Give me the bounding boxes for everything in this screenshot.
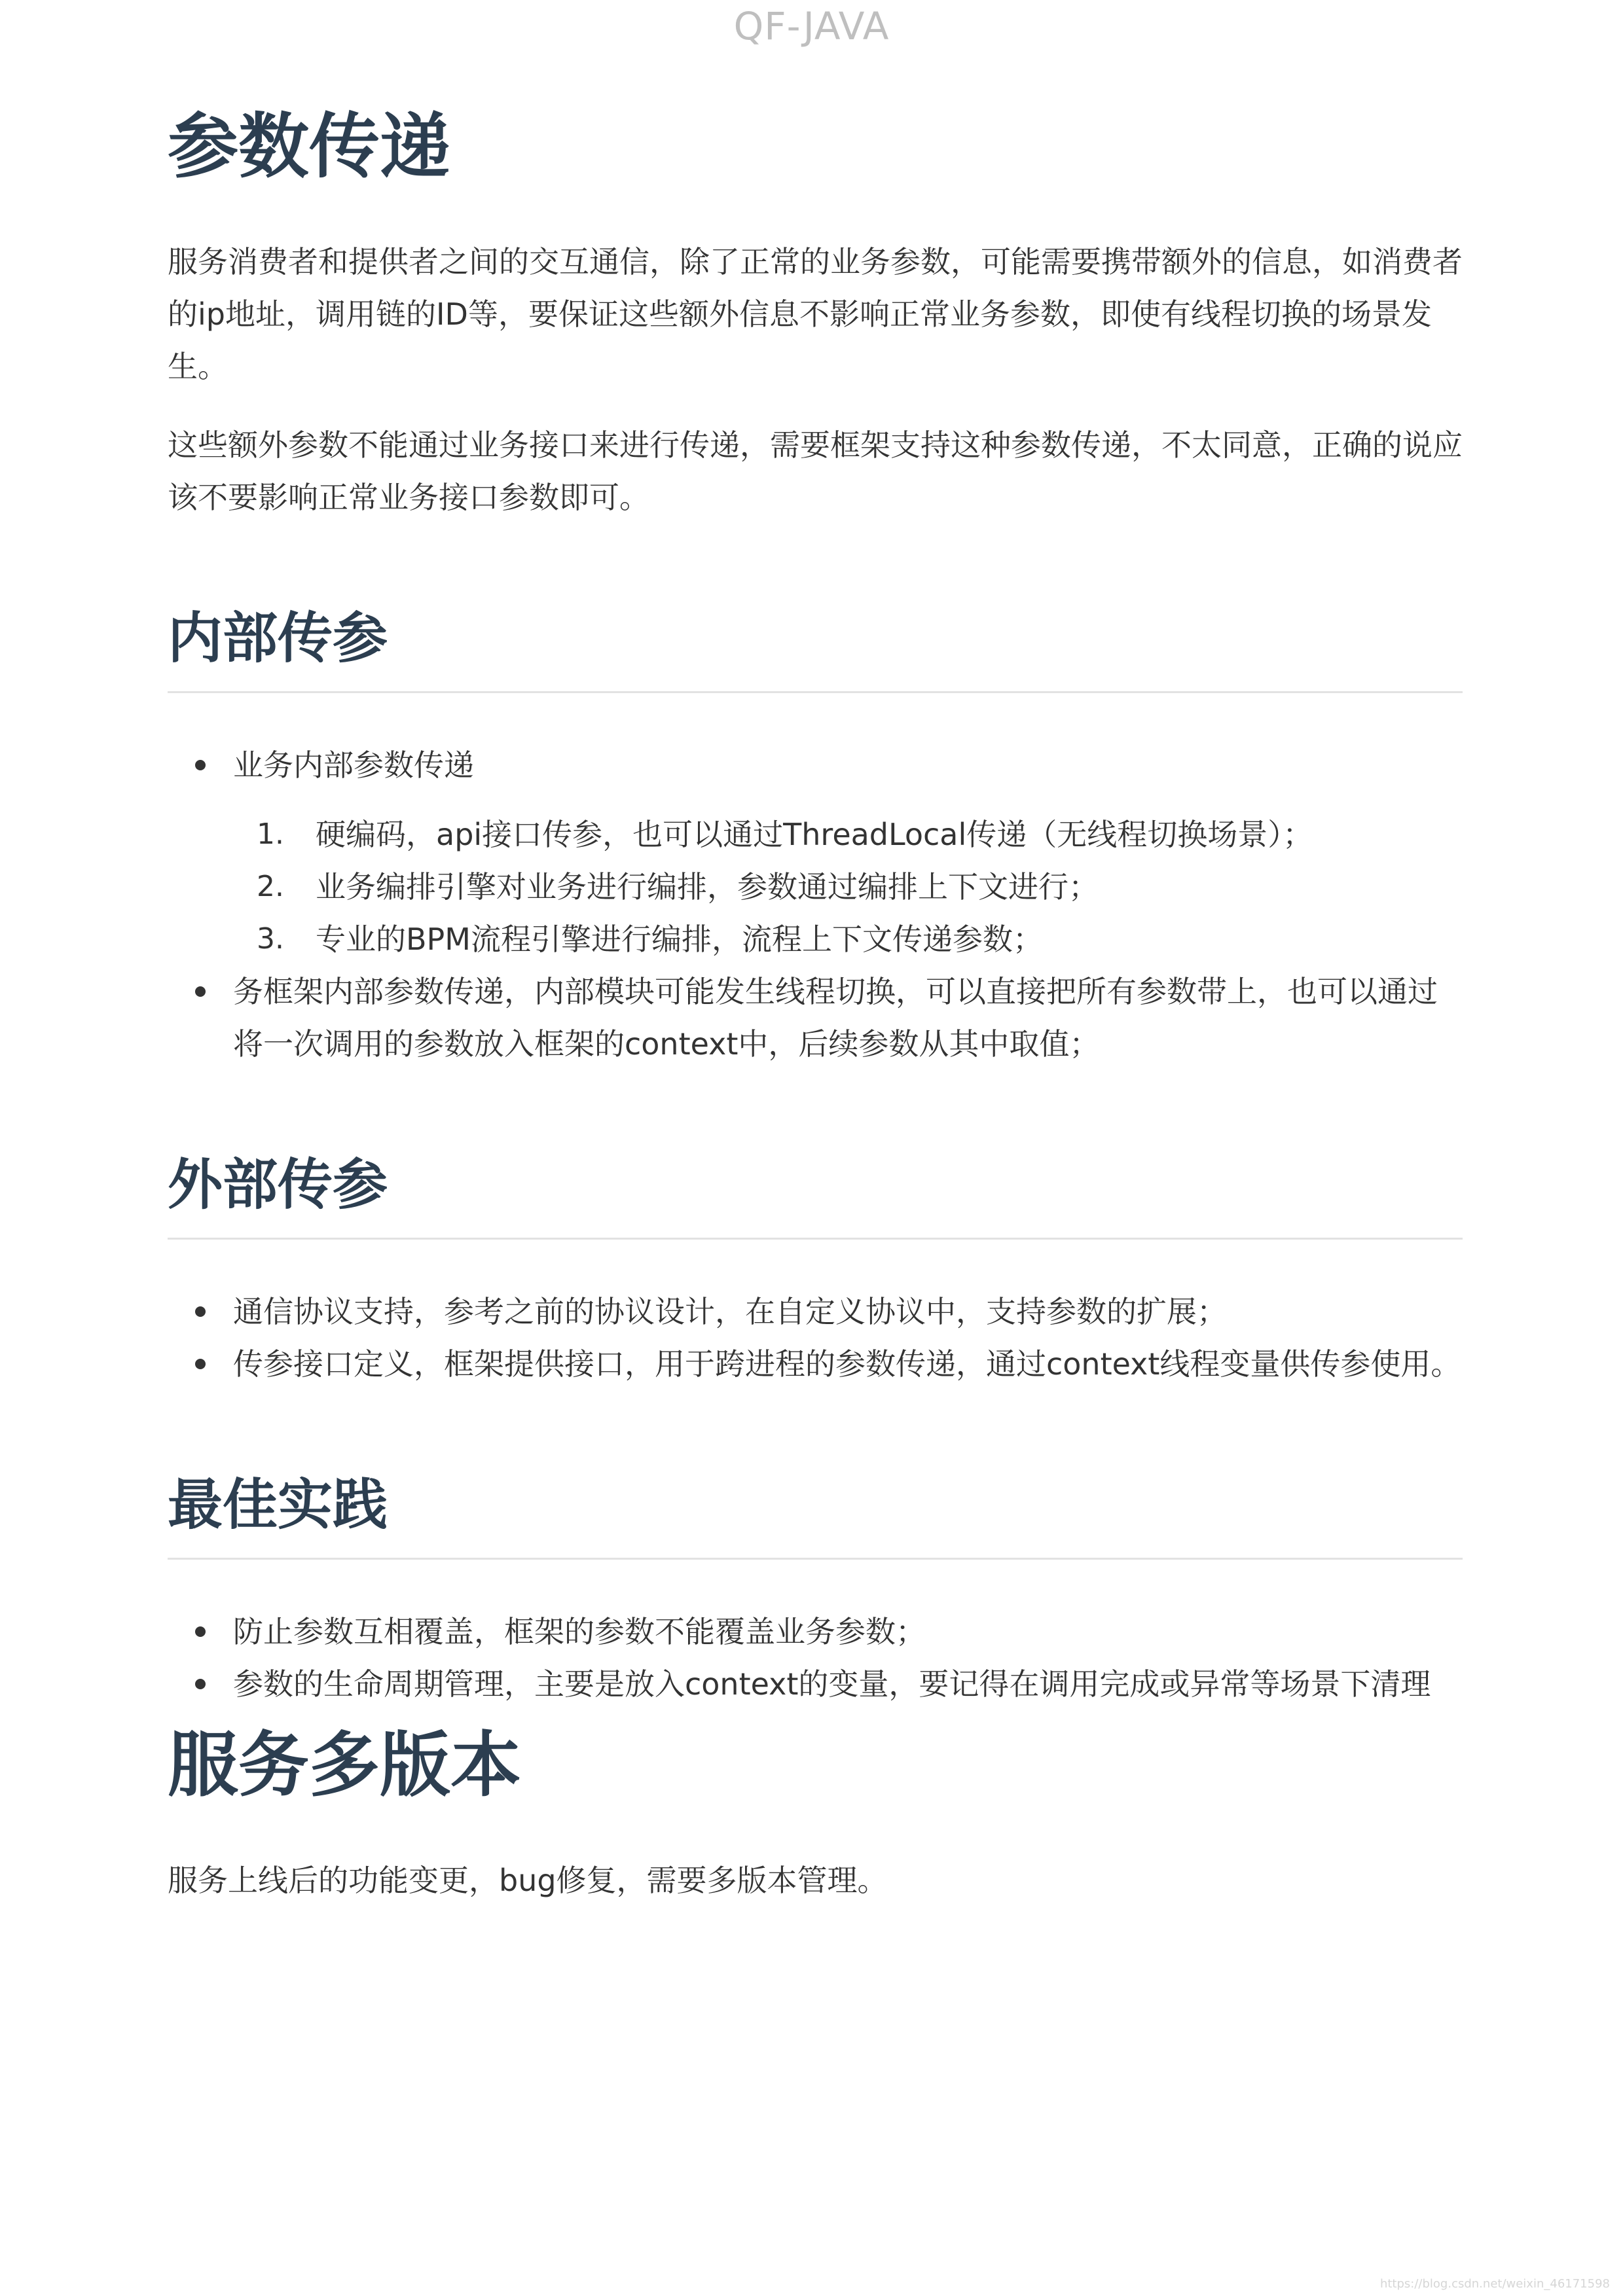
item-number: 3. [257, 922, 284, 956]
item-number: 1. [257, 817, 284, 851]
paragraph-multi-version: 服务上线后的功能变更，bug修复，需要多版本管理。 [168, 1863, 888, 1898]
list-item [168, 1338, 1463, 1390]
list-item [168, 739, 1463, 965]
bullet-dot-icon [195, 986, 206, 997]
numbered-item-text: 业务编排引擎对业务进行编排，参数通过编排上下文进行； [316, 869, 1099, 905]
bullet-dot-icon [195, 760, 206, 770]
list-item [168, 965, 1463, 1070]
footer-watermark: https://blog.csdn.net/weixin_46171598 [1379, 2277, 1610, 2291]
list-item-text: 参数的生命周期管理，主要是放入context的变量，要记得在调用完成或异常等场景下清理 [233, 1666, 1431, 1702]
list-item-text: 务框架内部参数传递，内部模块可能发生线程切换，可以直接把所有参数带上，也可以通过将一次调用的参数放入框架的context中，后续参数从其中取值； [233, 974, 1438, 1062]
list-item [168, 1285, 1463, 1338]
bullet-dot-icon [195, 1679, 206, 1689]
item-number: 2. [257, 870, 284, 903]
document-body [168, 98, 1463, 1933]
list-item [168, 1658, 1463, 1710]
heading-service-multi-version: 服务多版本 [168, 1725, 522, 1806]
bullet-dot-icon [195, 1359, 206, 1369]
list-item-text: 通信协议支持，参考之前的协议设计，在自定义协议中，支持参数的扩展； [233, 1294, 1227, 1329]
list-item-text: 业务内部参数传递 [233, 747, 474, 783]
numbered-item [233, 913, 1463, 965]
heading-internal-params: 内部传参 [168, 596, 1463, 693]
numbered-item [233, 861, 1463, 913]
list-item-text: 防止参数互相覆盖，框架的参数不能覆盖业务参数； [233, 1614, 926, 1649]
paragraph-intro: 服务消费者和提供者之间的交互通信，除了正常的业务参数，可能需要携带额外的信息，如消费者的ip地址，调用链的ID等，要保证这些额外信息不影响正常业务参数，即使有线程切换的场景发生。 [168, 244, 1463, 384]
paragraph-extra-params: 这些额外参数不能通过业务接口来进行传递，需要框架支持这种参数传递，不太同意，正确的说应该不要影响正常业务接口参数即可。 [168, 427, 1463, 515]
list-item-text: 传参接口定义，框架提供接口，用于跨进程的参数传递，通过context线程变量供传参使用。 [233, 1346, 1461, 1382]
bullet-dot-icon [195, 1626, 206, 1637]
numbered-item-text: 专业的BPM流程引擎进行编排，流程上下文传递参数； [316, 922, 1043, 957]
numbered-item [233, 808, 1463, 861]
header-watermark: QF-JAVA [733, 4, 890, 48]
bullet-dot-icon [195, 1306, 206, 1317]
heading-external-params: 外部传参 [168, 1142, 1463, 1240]
heading-best-practice: 最佳实践 [168, 1462, 1463, 1560]
external-params-list [168, 1285, 1463, 1390]
numbered-item-text: 硬编码，api接口传参，也可以通过ThreadLocal传递（无线程切换场景）； [316, 817, 1313, 852]
internal-params-list [168, 739, 1463, 1070]
internal-sub-list [233, 808, 1463, 965]
heading-parameter-passing: 参数传递 [168, 106, 451, 188]
list-item [168, 1605, 1463, 1658]
best-practice-list [168, 1605, 1463, 1710]
